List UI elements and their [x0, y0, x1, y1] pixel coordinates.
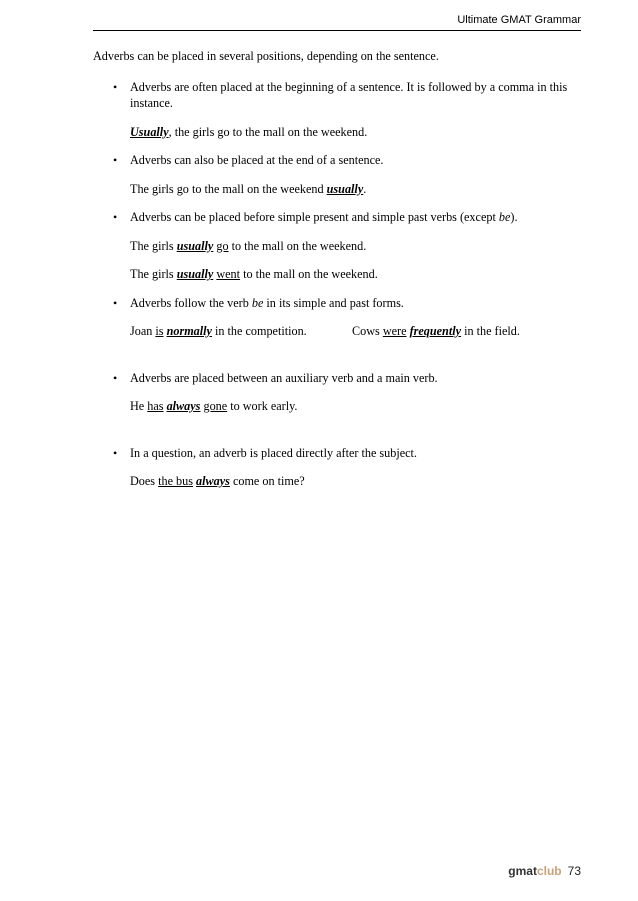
rule-text: In a question, an adverb is placed directly after the subject. — [130, 445, 417, 460]
list-item — [93, 370, 583, 415]
running-header — [93, 14, 581, 31]
adverb: Usually — [130, 124, 169, 139]
list-item — [93, 79, 583, 141]
page-footer — [508, 864, 581, 878]
auxiliary-verb: has — [147, 399, 164, 413]
page-content — [93, 48, 583, 502]
example-sentence — [130, 323, 583, 340]
bullet-icon: • — [113, 210, 118, 224]
example-sentence: Does the bus always come on time? — [130, 474, 305, 488]
bullet-icon: • — [113, 370, 118, 385]
verb: is — [155, 324, 164, 338]
adverb: always — [166, 399, 201, 413]
list-item — [93, 152, 583, 197]
list-item — [93, 209, 583, 283]
verb: gone — [203, 399, 228, 413]
example-sentence: The girls usually go to the mall on the weekend. — [130, 238, 367, 253]
adverb: usually — [326, 181, 364, 196]
example-sentence: The girls usually went to the mall on the weekend. — [130, 267, 378, 281]
verb: were — [382, 324, 407, 338]
example-sentence: He has always gone to work early. — [130, 399, 298, 413]
example-a: Joan is normally in the competition. — [130, 324, 307, 338]
bullet-icon: • — [113, 295, 118, 310]
bullet-icon: • — [113, 79, 118, 94]
bullet-icon: • — [113, 445, 118, 460]
adverb: usually — [176, 238, 214, 253]
verb: went — [216, 267, 241, 281]
rule-text: Adverbs follow the verb be in its simple and past forms. — [130, 295, 404, 310]
page-number: 73 — [567, 864, 581, 878]
header-title: Ultimate GMAT Grammar — [457, 14, 581, 26]
rule-text: Adverbs are often placed at the beginning of a sentence. It is followed by a comma in this instance. — [130, 79, 568, 110]
example-b: Cows were frequently in the field. — [352, 324, 520, 338]
verb: go — [216, 238, 229, 253]
brand-logo-gmat: gmat — [508, 864, 537, 878]
example-sentence: Usually, the girls go to the mall on the weekend. — [130, 124, 368, 139]
adverb: always — [196, 474, 230, 488]
adverb: frequently — [409, 324, 462, 338]
intro-paragraph: Adverbs can be placed in several positions, depending on the sentence. — [93, 49, 439, 63]
brand-logo-club: club — [536, 864, 562, 878]
list-item — [93, 445, 583, 490]
bullet-icon: • — [113, 153, 118, 167]
rule-text: Adverbs can also be placed at the end of a sentence. — [130, 153, 384, 167]
adverb: usually — [176, 267, 214, 281]
list-item — [93, 295, 583, 340]
example-sentence: The girls go to the mall on the weekend usually. — [130, 181, 367, 196]
subject: the bus — [158, 474, 193, 488]
rule-text: Adverbs are placed between an auxiliary verb and a main verb. — [130, 370, 438, 385]
adverb: normally — [166, 324, 212, 338]
rule-text: Adverbs can be placed before simple present and simple past verbs (except be). — [130, 210, 518, 224]
